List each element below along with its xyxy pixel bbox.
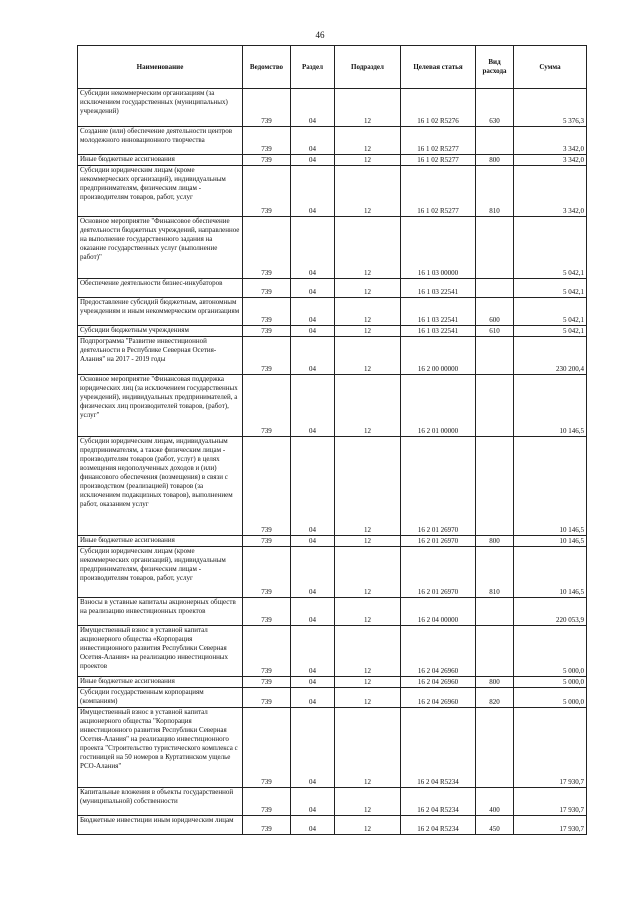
row-dept: 739 <box>243 437 291 536</box>
row-expense-type: 610 <box>476 326 514 337</box>
row-name: Подпрограмма "Развитие инвестиционной деятельности в Республике Северная Осетия-Алания" на 2017 - 2019 годы <box>78 337 243 375</box>
row-dept: 739 <box>243 166 291 217</box>
row-dept: 739 <box>243 337 291 375</box>
row-name: Создание (или) обеспечение деятельности центров молодежного инновационного творчества <box>78 127 243 155</box>
row-sum: 10 146,5 <box>514 536 587 547</box>
row-name: Предоставление субсидий бюджетным, автономным учреждениям и иным некоммерческим организациям <box>78 298 243 326</box>
row-article: 16 1 02 R5277 <box>401 166 476 217</box>
header-name: Наименование <box>78 46 243 89</box>
row-name: Основное мероприятие "Финансовое обеспечение деятельности бюджетных учреждений, направленное на выполнение государственного задания на оказание государственных услуг (выполнение работ)" <box>78 217 243 279</box>
row-section: 04 <box>291 155 335 166</box>
table-row <box>78 598 587 626</box>
row-article: 16 2 01 00000 <box>401 375 476 437</box>
table-row <box>78 677 587 688</box>
table-header-row <box>78 46 587 89</box>
row-dept: 739 <box>243 89 291 127</box>
row-section: 04 <box>291 788 335 816</box>
row-subsection: 12 <box>335 337 401 375</box>
row-sum: 17 930,7 <box>514 816 587 835</box>
row-expense-type: 600 <box>476 298 514 326</box>
row-article: 16 1 02 R5277 <box>401 155 476 166</box>
row-sum: 5 042,1 <box>514 298 587 326</box>
row-sum: 5 042,1 <box>514 217 587 279</box>
row-sum: 5 376,3 <box>514 89 587 127</box>
row-expense-type <box>476 598 514 626</box>
row-sum: 230 200,4 <box>514 337 587 375</box>
header-dept: Ведомство <box>243 46 291 89</box>
row-sum: 5 000,0 <box>514 626 587 677</box>
row-section: 04 <box>291 89 335 127</box>
header-expense-type: Вид расхода <box>476 46 514 89</box>
row-subsection: 12 <box>335 547 401 598</box>
row-subsection: 12 <box>335 816 401 835</box>
row-dept: 739 <box>243 155 291 166</box>
row-section: 04 <box>291 437 335 536</box>
row-section: 04 <box>291 166 335 217</box>
row-article: 16 2 04 26960 <box>401 677 476 688</box>
row-article: 16 1 03 00000 <box>401 217 476 279</box>
row-subsection: 12 <box>335 708 401 788</box>
row-dept: 739 <box>243 536 291 547</box>
row-article: 16 2 04 26960 <box>401 688 476 708</box>
row-subsection: 12 <box>335 536 401 547</box>
table-row <box>78 536 587 547</box>
row-dept: 739 <box>243 626 291 677</box>
row-name: Иные бюджетные ассигнования <box>78 155 243 166</box>
row-subsection: 12 <box>335 89 401 127</box>
row-sum: 3 342,0 <box>514 166 587 217</box>
row-article: 16 2 01 26970 <box>401 536 476 547</box>
row-sum: 10 146,5 <box>514 437 587 536</box>
table-row <box>78 326 587 337</box>
row-section: 04 <box>291 598 335 626</box>
row-name: Субсидии некоммерческим организациям (за исключением государственных (муниципальных) учреждений) <box>78 89 243 127</box>
row-subsection: 12 <box>335 598 401 626</box>
row-article: 16 1 02 R5276 <box>401 89 476 127</box>
row-subsection: 12 <box>335 688 401 708</box>
row-article: 16 2 01 26970 <box>401 437 476 536</box>
row-subsection: 12 <box>335 375 401 437</box>
row-section: 04 <box>291 816 335 835</box>
row-expense-type: 450 <box>476 816 514 835</box>
row-sum: 3 342,0 <box>514 127 587 155</box>
row-sum: 5 042,1 <box>514 326 587 337</box>
row-name: Субсидии юридическим лицам (кроме некоммерческих организаций), индивидуальным предпринимателям, физическим лицам - производителям товаров, работ, услуг <box>78 166 243 217</box>
row-sum: 5 000,0 <box>514 688 587 708</box>
row-dept: 739 <box>243 326 291 337</box>
row-section: 04 <box>291 547 335 598</box>
row-expense-type <box>476 337 514 375</box>
row-dept: 739 <box>243 547 291 598</box>
row-article: 16 2 04 26960 <box>401 626 476 677</box>
row-dept: 739 <box>243 127 291 155</box>
row-dept: 739 <box>243 688 291 708</box>
row-subsection: 12 <box>335 626 401 677</box>
table-row <box>78 688 587 708</box>
row-section: 04 <box>291 626 335 677</box>
row-subsection: 12 <box>335 326 401 337</box>
row-name: Субсидии бюджетным учреждениям <box>78 326 243 337</box>
row-name: Иные бюджетные ассигнования <box>78 677 243 688</box>
row-section: 04 <box>291 337 335 375</box>
row-expense-type: 400 <box>476 788 514 816</box>
row-sum: 220 053,9 <box>514 598 587 626</box>
row-subsection: 12 <box>335 166 401 217</box>
row-expense-type <box>476 375 514 437</box>
row-article: 16 1 03 22541 <box>401 279 476 298</box>
row-section: 04 <box>291 217 335 279</box>
row-sum: 5 000,0 <box>514 677 587 688</box>
row-name: Основное мероприятие "Финансовая поддержка юридических лиц (за исключением государственных учреждений), индивидуальных предпринимателей, а физических лиц производителей товаров, (работ), услуг" <box>78 375 243 437</box>
table-row <box>78 155 587 166</box>
row-dept: 739 <box>243 375 291 437</box>
row-expense-type: 810 <box>476 166 514 217</box>
row-name: Субсидии юридическим лицам, индивидуальным предпринимателям, а также физическим лицам - производителям товаров (работ, услуг) в целях возмещения недополученных доходов и (или) финансового обеспечения (возмещения) в связи с производством (реализацией) товаров (за исключением подакцизных товаров), выполнением работ, оказанием услуг <box>78 437 243 536</box>
table-row <box>78 337 587 375</box>
header-subsection: Подраздел <box>335 46 401 89</box>
row-expense-type: 820 <box>476 688 514 708</box>
page-number: 46 <box>315 30 325 40</box>
row-section: 04 <box>291 298 335 326</box>
row-expense-type <box>476 437 514 536</box>
row-article: 16 2 04 R5234 <box>401 708 476 788</box>
row-dept: 739 <box>243 217 291 279</box>
row-expense-type <box>476 127 514 155</box>
row-dept: 739 <box>243 788 291 816</box>
row-article: 16 1 03 22541 <box>401 298 476 326</box>
row-subsection: 12 <box>335 127 401 155</box>
table-row <box>78 166 587 217</box>
table-row <box>78 279 587 298</box>
row-expense-type: 810 <box>476 547 514 598</box>
row-article: 16 2 04 R5234 <box>401 788 476 816</box>
row-article: 16 1 02 R5277 <box>401 127 476 155</box>
row-expense-type: 630 <box>476 89 514 127</box>
row-section: 04 <box>291 536 335 547</box>
row-dept: 739 <box>243 279 291 298</box>
table-row <box>78 788 587 816</box>
row-article: 16 1 03 22541 <box>401 326 476 337</box>
row-expense-type <box>476 626 514 677</box>
row-dept: 739 <box>243 598 291 626</box>
row-dept: 739 <box>243 677 291 688</box>
row-subsection: 12 <box>335 437 401 536</box>
row-expense-type <box>476 279 514 298</box>
row-article: 16 2 01 26970 <box>401 547 476 598</box>
table-row <box>78 298 587 326</box>
table-row <box>78 816 587 835</box>
table-row <box>78 626 587 677</box>
row-section: 04 <box>291 677 335 688</box>
row-article: 16 2 00 00000 <box>401 337 476 375</box>
row-section: 04 <box>291 127 335 155</box>
row-article: 16 2 04 00000 <box>401 598 476 626</box>
row-name: Субсидии государственным корпорациям (компаниям) <box>78 688 243 708</box>
row-name: Бюджетные инвестиции иным юридическим лицам <box>78 816 243 835</box>
row-expense-type: 800 <box>476 536 514 547</box>
row-subsection: 12 <box>335 155 401 166</box>
row-section: 04 <box>291 688 335 708</box>
row-subsection: 12 <box>335 788 401 816</box>
row-expense-type <box>476 708 514 788</box>
row-name: Капитальные вложения в объекты государственной (муниципальной) собственности <box>78 788 243 816</box>
row-expense-type <box>476 217 514 279</box>
table-row <box>78 437 587 536</box>
budget-table <box>77 45 587 835</box>
row-subsection: 12 <box>335 279 401 298</box>
row-expense-type: 800 <box>476 677 514 688</box>
row-expense-type: 800 <box>476 155 514 166</box>
row-sum: 17 930,7 <box>514 788 587 816</box>
row-sum: 5 042,1 <box>514 279 587 298</box>
row-subsection: 12 <box>335 217 401 279</box>
row-section: 04 <box>291 326 335 337</box>
row-name: Обеспечение деятельности бизнес-инкубаторов <box>78 279 243 298</box>
table-row <box>78 708 587 788</box>
row-article: 16 2 04 R5234 <box>401 816 476 835</box>
row-subsection: 12 <box>335 298 401 326</box>
row-sum: 17 930,7 <box>514 708 587 788</box>
table-row <box>78 89 587 127</box>
row-name: Имущественный взнос в уставной капитал акционерного общества "Корпорация инвестиционного развития Республики Северная Осетия-Алания" на реализацию инвестиционного проекта "Строительство туристического комплекса с гостиницей на 50 номеров в Куртатинском ущелье РСО-Алания" <box>78 708 243 788</box>
row-section: 04 <box>291 375 335 437</box>
table-row <box>78 127 587 155</box>
row-name: Иные бюджетные ассигнования <box>78 536 243 547</box>
table-row <box>78 217 587 279</box>
row-sum: 10 146,5 <box>514 547 587 598</box>
row-name: Субсидии юридическим лицам (кроме некоммерческих организаций), индивидуальным предпринимателям, физическим лицам - производителям товаров, работ, услуг <box>78 547 243 598</box>
row-subsection: 12 <box>335 677 401 688</box>
row-sum: 3 342,0 <box>514 155 587 166</box>
row-dept: 739 <box>243 816 291 835</box>
row-name: Взносы в уставные капиталы акционерных обществ на реализацию инвестиционных проектов <box>78 598 243 626</box>
row-section: 04 <box>291 279 335 298</box>
header-article: Целевая статья <box>401 46 476 89</box>
header-sum: Сумма <box>514 46 587 89</box>
header-section: Раздел <box>291 46 335 89</box>
row-section: 04 <box>291 708 335 788</box>
row-sum: 10 146,5 <box>514 375 587 437</box>
table-row <box>78 375 587 437</box>
table-row <box>78 547 587 598</box>
row-name: Имущественный взнос в уставной капитал акционерного общества «Корпорация инвестиционного развития Республики Северная Осетия-Алания» на реализацию инвестиционных проектов <box>78 626 243 677</box>
row-dept: 739 <box>243 708 291 788</box>
row-dept: 739 <box>243 298 291 326</box>
